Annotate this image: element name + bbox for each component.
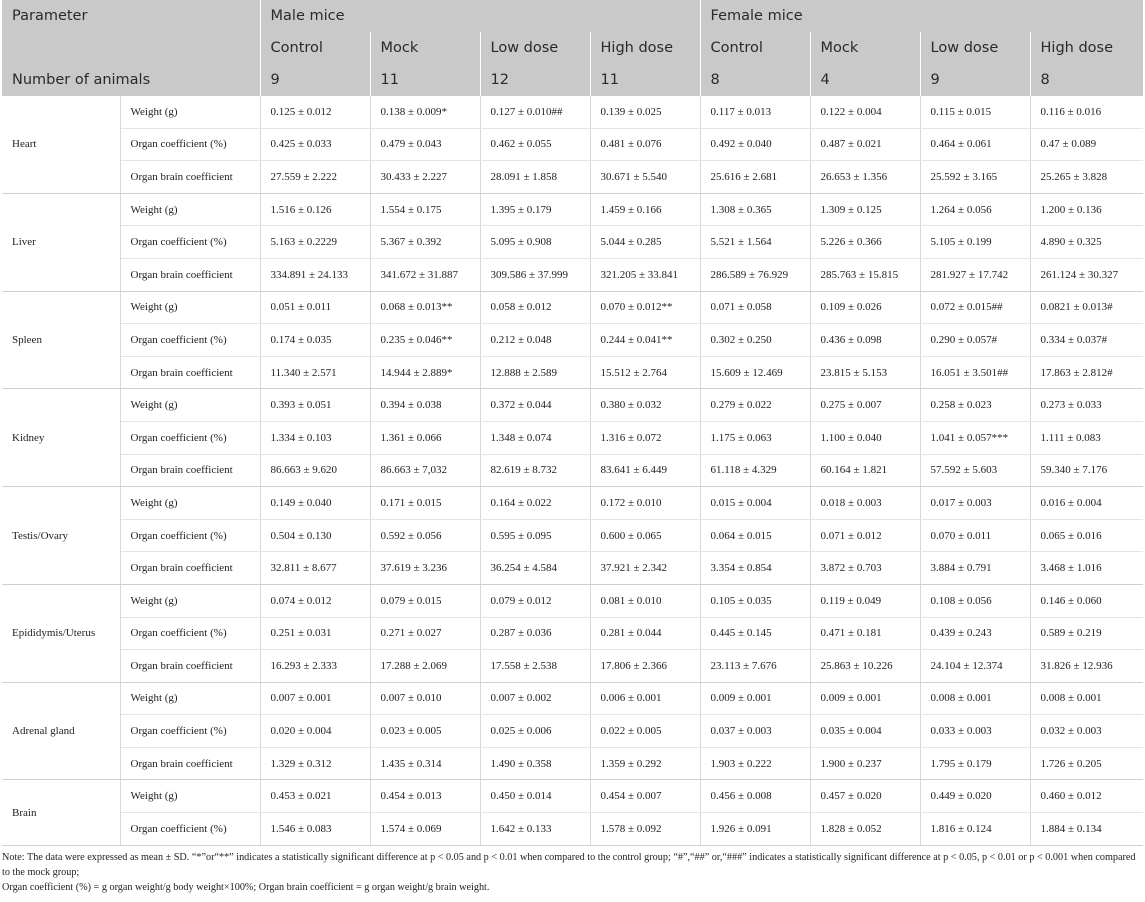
value-cell: 5.226 ± 0.366 <box>810 226 920 259</box>
measure-label: Weight (g) <box>120 389 260 422</box>
measure-label: Organ brain coefficient <box>120 356 260 389</box>
animal-count: 12 <box>480 64 590 96</box>
measure-label: Weight (g) <box>120 682 260 715</box>
value-cell: 0.125 ± 0.012 <box>260 96 370 128</box>
table-row <box>2 780 1143 813</box>
measure-label: Organ coefficient (%) <box>120 617 260 650</box>
header-blank <box>2 32 260 64</box>
value-cell: 0.460 ± 0.012 <box>1030 780 1143 813</box>
value-cell: 0.164 ± 0.022 <box>480 487 590 520</box>
value-cell: 0.074 ± 0.012 <box>260 584 370 617</box>
value-cell: 0.064 ± 0.015 <box>700 519 810 552</box>
value-cell: 83.641 ± 6.449 <box>590 454 700 487</box>
value-cell: 0.425 ± 0.033 <box>260 128 370 161</box>
value-cell: 23.113 ± 7.676 <box>700 650 810 683</box>
value-cell: 0.251 ± 0.031 <box>260 617 370 650</box>
table-row <box>2 258 1143 291</box>
value-cell: 86.663 ± 7,032 <box>370 454 480 487</box>
value-cell: 0.281 ± 0.044 <box>590 617 700 650</box>
value-cell: 0.127 ± 0.010## <box>480 96 590 128</box>
value-cell: 60.164 ± 1.821 <box>810 454 920 487</box>
animal-count: 8 <box>700 64 810 96</box>
value-cell: 5.044 ± 0.285 <box>590 226 700 259</box>
value-cell: 28.091 ± 1.858 <box>480 161 590 194</box>
organ-name: Brain <box>2 780 120 845</box>
value-cell: 5.163 ± 0.2229 <box>260 226 370 259</box>
value-cell: 0.015 ± 0.004 <box>700 487 810 520</box>
animal-count: 9 <box>920 64 1030 96</box>
measure-label: Weight (g) <box>120 96 260 128</box>
animal-count: 4 <box>810 64 920 96</box>
value-cell: 25.592 ± 3.165 <box>920 161 1030 194</box>
value-cell: 0.487 ± 0.021 <box>810 128 920 161</box>
value-cell: 23.815 ± 5.153 <box>810 356 920 389</box>
value-cell: 3.884 ± 0.791 <box>920 552 1030 585</box>
value-cell: 17.806 ± 2.366 <box>590 650 700 683</box>
table-row <box>2 487 1143 520</box>
table-body <box>2 96 1143 845</box>
value-cell: 0.035 ± 0.004 <box>810 715 920 748</box>
measure-label: Weight (g) <box>120 780 260 813</box>
value-cell: 1.435 ± 0.314 <box>370 747 480 780</box>
value-cell: 0.449 ± 0.020 <box>920 780 1030 813</box>
value-cell: 0.393 ± 0.051 <box>260 389 370 422</box>
value-cell: 25.265 ± 3.828 <box>1030 161 1143 194</box>
value-cell: 0.079 ± 0.012 <box>480 584 590 617</box>
measure-label: Weight (g) <box>120 193 260 226</box>
value-cell: 86.663 ± 9.620 <box>260 454 370 487</box>
value-cell: 0.108 ± 0.056 <box>920 584 1030 617</box>
value-cell: 0.023 ± 0.005 <box>370 715 480 748</box>
value-cell: 25.616 ± 2.681 <box>700 161 810 194</box>
table-row <box>2 389 1143 422</box>
value-cell: 15.512 ± 2.764 <box>590 356 700 389</box>
value-cell: 1.516 ± 0.126 <box>260 193 370 226</box>
value-cell: 1.111 ± 0.083 <box>1030 421 1143 454</box>
value-cell: 0.146 ± 0.060 <box>1030 584 1143 617</box>
table-row <box>2 747 1143 780</box>
table-row <box>2 226 1143 259</box>
value-cell: 0.171 ± 0.015 <box>370 487 480 520</box>
value-cell: 0.115 ± 0.015 <box>920 96 1030 128</box>
value-cell: 0.439 ± 0.243 <box>920 617 1030 650</box>
value-cell: 17.558 ± 2.538 <box>480 650 590 683</box>
value-cell: 0.302 ± 0.250 <box>700 324 810 357</box>
value-cell: 17.288 ± 2.069 <box>370 650 480 683</box>
value-cell: 0.589 ± 0.219 <box>1030 617 1143 650</box>
value-cell: 0.020 ± 0.004 <box>260 715 370 748</box>
footnote-line: Organ coefficient (%) = g organ weight/g body weight×100%; Organ brain coefficient = g organ weight/g brain weight. <box>2 881 490 893</box>
value-cell: 0.032 ± 0.003 <box>1030 715 1143 748</box>
table-row <box>2 454 1143 487</box>
value-cell: 1.642 ± 0.133 <box>480 813 590 846</box>
value-cell: 0.117 ± 0.013 <box>700 96 810 128</box>
value-cell: 0.070 ± 0.011 <box>920 519 1030 552</box>
measure-label: Organ coefficient (%) <box>120 715 260 748</box>
value-cell: 334.891 ± 24.133 <box>260 258 370 291</box>
value-cell: 0.394 ± 0.038 <box>370 389 480 422</box>
measure-label: Organ brain coefficient <box>120 650 260 683</box>
group-header: Mock <box>370 32 480 64</box>
value-cell: 5.367 ± 0.392 <box>370 226 480 259</box>
value-cell: 0.271 ± 0.027 <box>370 617 480 650</box>
value-cell: 31.826 ± 12.936 <box>1030 650 1143 683</box>
value-cell: 12.888 ± 2.589 <box>480 356 590 389</box>
value-cell: 5.105 ± 0.199 <box>920 226 1030 259</box>
value-cell: 0.279 ± 0.022 <box>700 389 810 422</box>
measure-label: Organ brain coefficient <box>120 747 260 780</box>
value-cell: 309.586 ± 37.999 <box>480 258 590 291</box>
value-cell: 0.105 ± 0.035 <box>700 584 810 617</box>
organ-name: Testis/Ovary <box>2 487 120 585</box>
animal-count: 8 <box>1030 64 1143 96</box>
value-cell: 1.329 ± 0.312 <box>260 747 370 780</box>
value-cell: 0.212 ± 0.048 <box>480 324 590 357</box>
value-cell: 0.006 ± 0.001 <box>590 682 700 715</box>
value-cell: 0.033 ± 0.003 <box>920 715 1030 748</box>
value-cell: 17.863 ± 2.812# <box>1030 356 1143 389</box>
value-cell: 36.254 ± 4.584 <box>480 552 590 585</box>
table-row <box>2 617 1143 650</box>
value-cell: 0.454 ± 0.007 <box>590 780 700 813</box>
organ-name: Spleen <box>2 291 120 389</box>
value-cell: 0.172 ± 0.010 <box>590 487 700 520</box>
group-header: High dose <box>590 32 700 64</box>
value-cell: 5.521 ± 1.564 <box>700 226 810 259</box>
value-cell: 82.619 ± 8.732 <box>480 454 590 487</box>
value-cell: 1.554 ± 0.175 <box>370 193 480 226</box>
value-cell: 0.058 ± 0.012 <box>480 291 590 324</box>
value-cell: 0.504 ± 0.130 <box>260 519 370 552</box>
value-cell: 1.546 ± 0.083 <box>260 813 370 846</box>
value-cell: 30.433 ± 2.227 <box>370 161 480 194</box>
value-cell: 1.359 ± 0.292 <box>590 747 700 780</box>
measure-label: Organ brain coefficient <box>120 454 260 487</box>
table-row <box>2 552 1143 585</box>
measure-label: Weight (g) <box>120 291 260 324</box>
value-cell: 321.205 ± 33.841 <box>590 258 700 291</box>
group-header: Control <box>700 32 810 64</box>
table-row <box>2 356 1143 389</box>
measure-label: Organ brain coefficient <box>120 161 260 194</box>
value-cell: 0.380 ± 0.032 <box>590 389 700 422</box>
table-row <box>2 324 1143 357</box>
value-cell: 27.559 ± 2.222 <box>260 161 370 194</box>
value-cell: 1.816 ± 0.124 <box>920 813 1030 846</box>
measure-label: Weight (g) <box>120 584 260 617</box>
measure-label: Organ coefficient (%) <box>120 128 260 161</box>
value-cell: 1.828 ± 0.052 <box>810 813 920 846</box>
value-cell: 0.119 ± 0.049 <box>810 584 920 617</box>
footnote-line: Note: The data were expressed as mean ± SD. “*”or“**” indicates a statistically significant difference at p < 0.05 and p < 0.01 when compared to the control group; “#”,“##” or,“###” indicates a statistically significant difference at p < 0.05, p < 0.01 or p < 0.001 when compared to the mock group; <box>2 851 1136 878</box>
value-cell: 0.481 ± 0.076 <box>590 128 700 161</box>
table-row <box>2 291 1143 324</box>
value-cell: 59.340 ± 7.176 <box>1030 454 1143 487</box>
table-row <box>2 650 1143 683</box>
value-cell: 1.578 ± 0.092 <box>590 813 700 846</box>
measure-label: Weight (g) <box>120 487 260 520</box>
value-cell: 1.316 ± 0.072 <box>590 421 700 454</box>
value-cell: 0.016 ± 0.004 <box>1030 487 1143 520</box>
group-header: High dose <box>1030 32 1143 64</box>
value-cell: 14.944 ± 2.889* <box>370 356 480 389</box>
table-row <box>2 584 1143 617</box>
value-cell: 0.007 ± 0.010 <box>370 682 480 715</box>
organ-name: Adrenal gland <box>2 682 120 780</box>
organ-name: Kidney <box>2 389 120 487</box>
value-cell: 0.174 ± 0.035 <box>260 324 370 357</box>
value-cell: 0.595 ± 0.095 <box>480 519 590 552</box>
value-cell: 16.293 ± 2.333 <box>260 650 370 683</box>
value-cell: 0.072 ± 0.015## <box>920 291 1030 324</box>
value-cell: 0.462 ± 0.055 <box>480 128 590 161</box>
value-cell: 0.138 ± 0.009* <box>370 96 480 128</box>
value-cell: 1.900 ± 0.237 <box>810 747 920 780</box>
table-row <box>2 519 1143 552</box>
value-cell: 286.589 ± 76.929 <box>700 258 810 291</box>
measure-label: Organ coefficient (%) <box>120 324 260 357</box>
value-cell: 37.921 ± 2.342 <box>590 552 700 585</box>
value-cell: 15.609 ± 12.469 <box>700 356 810 389</box>
value-cell: 0.0821 ± 0.013# <box>1030 291 1143 324</box>
value-cell: 1.348 ± 0.074 <box>480 421 590 454</box>
value-cell: 0.116 ± 0.016 <box>1030 96 1143 128</box>
value-cell: 0.464 ± 0.061 <box>920 128 1030 161</box>
value-cell: 5.095 ± 0.908 <box>480 226 590 259</box>
value-cell: 16.051 ± 3.501## <box>920 356 1030 389</box>
value-cell: 1.200 ± 0.136 <box>1030 193 1143 226</box>
number-of-animals-label: Number of animals <box>2 64 260 96</box>
value-cell: 0.139 ± 0.025 <box>590 96 700 128</box>
value-cell: 0.109 ± 0.026 <box>810 291 920 324</box>
value-cell: 11.340 ± 2.571 <box>260 356 370 389</box>
value-cell: 1.100 ± 0.040 <box>810 421 920 454</box>
measure-label: Organ brain coefficient <box>120 552 260 585</box>
value-cell: 1.395 ± 0.179 <box>480 193 590 226</box>
value-cell: 1.903 ± 0.222 <box>700 747 810 780</box>
value-cell: 3.468 ± 1.016 <box>1030 552 1143 585</box>
value-cell: 0.008 ± 0.001 <box>920 682 1030 715</box>
value-cell: 0.471 ± 0.181 <box>810 617 920 650</box>
value-cell: 285.763 ± 15.815 <box>810 258 920 291</box>
value-cell: 0.47 ± 0.089 <box>1030 128 1143 161</box>
value-cell: 261.124 ± 30.327 <box>1030 258 1143 291</box>
value-cell: 0.258 ± 0.023 <box>920 389 1030 422</box>
measure-label: Organ coefficient (%) <box>120 226 260 259</box>
value-cell: 24.104 ± 12.374 <box>920 650 1030 683</box>
value-cell: 1.926 ± 0.091 <box>700 813 810 846</box>
animal-count: 9 <box>260 64 370 96</box>
value-cell: 1.309 ± 0.125 <box>810 193 920 226</box>
value-cell: 0.065 ± 0.016 <box>1030 519 1143 552</box>
value-cell: 0.008 ± 0.001 <box>1030 682 1143 715</box>
value-cell: 0.592 ± 0.056 <box>370 519 480 552</box>
organ-name: Liver <box>2 193 120 291</box>
header-parameter: Parameter <box>2 0 260 32</box>
value-cell: 0.492 ± 0.040 <box>700 128 810 161</box>
value-cell: 1.308 ± 0.365 <box>700 193 810 226</box>
value-cell: 0.290 ± 0.057# <box>920 324 1030 357</box>
value-cell: 3.872 ± 0.703 <box>810 552 920 585</box>
value-cell: 0.070 ± 0.012** <box>590 291 700 324</box>
value-cell: 30.671 ± 5.540 <box>590 161 700 194</box>
value-cell: 0.275 ± 0.007 <box>810 389 920 422</box>
value-cell: 0.436 ± 0.098 <box>810 324 920 357</box>
value-cell: 0.450 ± 0.014 <box>480 780 590 813</box>
value-cell: 0.037 ± 0.003 <box>700 715 810 748</box>
value-cell: 32.811 ± 8.677 <box>260 552 370 585</box>
table-row <box>2 813 1143 846</box>
value-cell: 1.361 ± 0.066 <box>370 421 480 454</box>
value-cell: 0.018 ± 0.003 <box>810 487 920 520</box>
value-cell: 0.122 ± 0.004 <box>810 96 920 128</box>
measure-label: Organ coefficient (%) <box>120 813 260 846</box>
measure-label: Organ coefficient (%) <box>120 421 260 454</box>
value-cell: 0.009 ± 0.001 <box>810 682 920 715</box>
header-female-mice: Female mice <box>700 0 1143 32</box>
table-row <box>2 193 1143 226</box>
value-cell: 0.009 ± 0.001 <box>700 682 810 715</box>
value-cell: 0.334 ± 0.037# <box>1030 324 1143 357</box>
header-male-mice: Male mice <box>260 0 700 32</box>
organ-weight-table <box>2 0 1143 846</box>
value-cell: 0.071 ± 0.058 <box>700 291 810 324</box>
table-row <box>2 715 1143 748</box>
value-cell: 281.927 ± 17.742 <box>920 258 1030 291</box>
value-cell: 1.264 ± 0.056 <box>920 193 1030 226</box>
organ-name: Epididymis/Uterus <box>2 584 120 682</box>
value-cell: 0.149 ± 0.040 <box>260 487 370 520</box>
value-cell: 1.574 ± 0.069 <box>370 813 480 846</box>
table-row <box>2 161 1143 194</box>
value-cell: 0.081 ± 0.010 <box>590 584 700 617</box>
group-header: Low dose <box>920 32 1030 64</box>
value-cell: 0.273 ± 0.033 <box>1030 389 1143 422</box>
value-cell: 0.244 ± 0.041** <box>590 324 700 357</box>
value-cell: 0.022 ± 0.005 <box>590 715 700 748</box>
value-cell: 37.619 ± 3.236 <box>370 552 480 585</box>
value-cell: 0.453 ± 0.021 <box>260 780 370 813</box>
table-row <box>2 682 1143 715</box>
value-cell: 61.118 ± 4.329 <box>700 454 810 487</box>
value-cell: 0.051 ± 0.011 <box>260 291 370 324</box>
value-cell: 0.235 ± 0.046** <box>370 324 480 357</box>
value-cell: 1.726 ± 0.205 <box>1030 747 1143 780</box>
value-cell: 1.459 ± 0.166 <box>590 193 700 226</box>
value-cell: 0.600 ± 0.065 <box>590 519 700 552</box>
value-cell: 1.334 ± 0.103 <box>260 421 370 454</box>
table-row <box>2 128 1143 161</box>
value-cell: 0.454 ± 0.013 <box>370 780 480 813</box>
value-cell: 0.007 ± 0.001 <box>260 682 370 715</box>
value-cell: 0.287 ± 0.036 <box>480 617 590 650</box>
value-cell: 1.041 ± 0.057*** <box>920 421 1030 454</box>
value-cell: 0.479 ± 0.043 <box>370 128 480 161</box>
value-cell: 1.175 ± 0.063 <box>700 421 810 454</box>
value-cell: 0.457 ± 0.020 <box>810 780 920 813</box>
organ-name: Heart <box>2 96 120 193</box>
measure-label: Organ brain coefficient <box>120 258 260 291</box>
value-cell: 3.354 ± 0.854 <box>700 552 810 585</box>
animal-count: 11 <box>590 64 700 96</box>
value-cell: 25.863 ± 10.226 <box>810 650 920 683</box>
value-cell: 4.890 ± 0.325 <box>1030 226 1143 259</box>
value-cell: 0.445 ± 0.145 <box>700 617 810 650</box>
value-cell: 1.795 ± 0.179 <box>920 747 1030 780</box>
value-cell: 57.592 ± 5.603 <box>920 454 1030 487</box>
value-cell: 0.017 ± 0.003 <box>920 487 1030 520</box>
group-header: Mock <box>810 32 920 64</box>
value-cell: 0.071 ± 0.012 <box>810 519 920 552</box>
animal-count: 11 <box>370 64 480 96</box>
group-header: Low dose <box>480 32 590 64</box>
value-cell: 0.456 ± 0.008 <box>700 780 810 813</box>
group-header: Control <box>260 32 370 64</box>
value-cell: 0.025 ± 0.006 <box>480 715 590 748</box>
value-cell: 0.068 ± 0.013** <box>370 291 480 324</box>
table-row <box>2 421 1143 454</box>
value-cell: 1.884 ± 0.134 <box>1030 813 1143 846</box>
value-cell: 0.079 ± 0.015 <box>370 584 480 617</box>
table-row <box>2 96 1143 128</box>
value-cell: 1.490 ± 0.358 <box>480 747 590 780</box>
value-cell: 341.672 ± 31.887 <box>370 258 480 291</box>
value-cell: 0.007 ± 0.002 <box>480 682 590 715</box>
table-footnote <box>0 846 1145 895</box>
value-cell: 26.653 ± 1.356 <box>810 161 920 194</box>
measure-label: Organ coefficient (%) <box>120 519 260 552</box>
value-cell: 0.372 ± 0.044 <box>480 389 590 422</box>
